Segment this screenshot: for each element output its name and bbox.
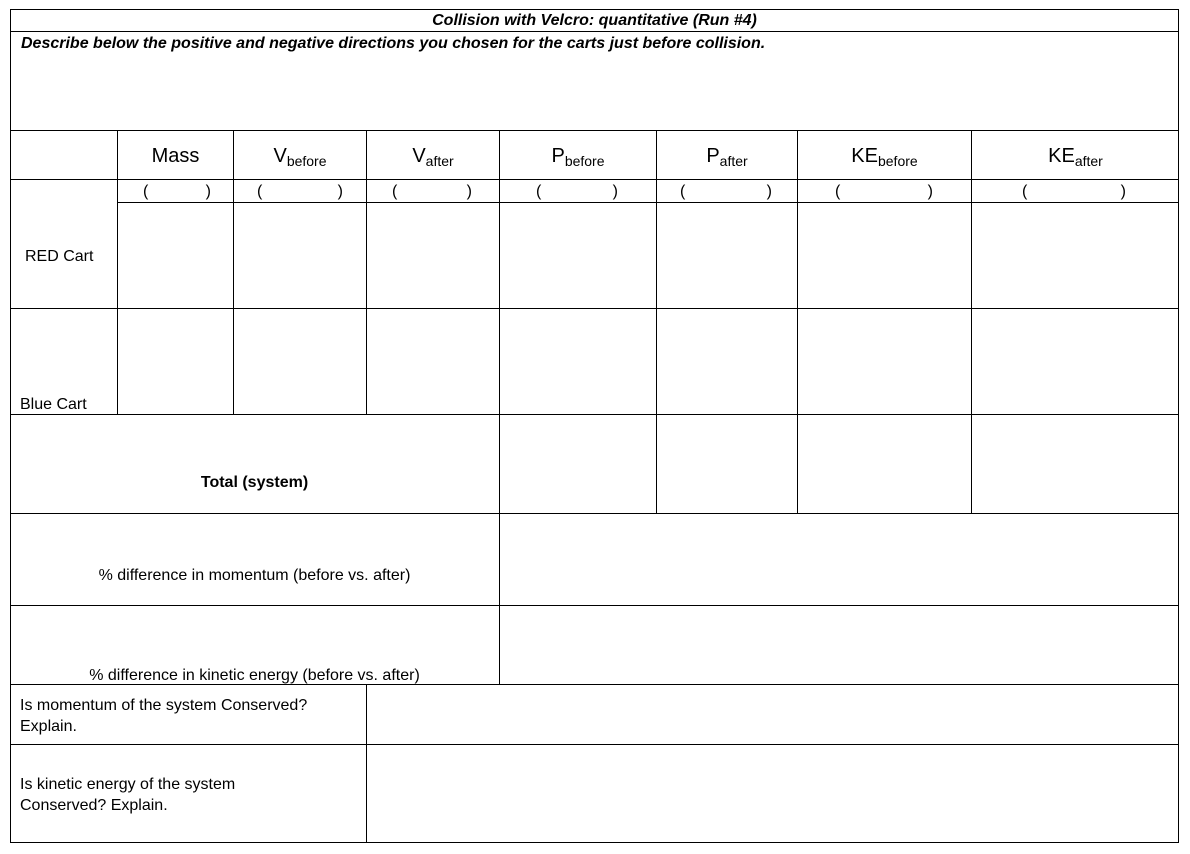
row-label-blue-cart: Blue Cart [20,396,87,413]
header-mass-label: Mass [151,145,200,167]
unit-mass[interactable] [143,183,211,201]
header-ke-after-sub: after [1074,153,1103,169]
header-p-before-sub: before [564,153,605,169]
unit-close: ) [927,183,933,200]
unit-open: ( [1022,183,1028,200]
question-ke-line1: Is kinetic energy of the system [20,776,236,793]
unit-close: ) [766,183,772,200]
header-p-after-base: P [706,145,720,167]
vline-pbefore [656,130,657,514]
unit-close: ) [1120,183,1126,200]
answer-momentum-conserved[interactable] [367,685,1178,744]
header-ke-before [798,145,971,167]
answer-momentum-diff[interactable] [500,514,1178,605]
vline-mass [233,130,234,414]
directions-prompt: Describe below the positive and negative directions you chosen for the carts just before collision. [21,35,766,52]
header-v-before [234,145,366,167]
line-below-units [117,202,1179,203]
question-ke-line2: Conserved? Explain. [20,797,168,814]
line-below-red [10,308,1179,309]
answer-ke-conserved[interactable] [367,745,1178,842]
row-label-total: Total (system) [200,474,309,491]
header-p-before [500,145,656,167]
worksheet-title: Collision with Velcro: quantitative (Run #4) [432,12,757,29]
unit-v-before[interactable] [257,183,343,201]
unit-close: ) [205,183,211,200]
header-p-after [657,145,797,167]
header-mass [118,145,233,167]
header-ke-after [972,145,1179,167]
header-v-after-sub: after [425,153,454,169]
row-label-momentum-diff: % difference in momentum (before vs. after) [98,567,411,584]
header-v-before-sub: before [286,153,327,169]
unit-p-after[interactable] [680,183,772,201]
header-p-after-sub: after [719,153,748,169]
unit-ke-after[interactable] [1022,183,1126,201]
line-below-blue [10,414,1179,415]
header-v-after [367,145,499,167]
line-below-title [10,31,1179,32]
unit-close: ) [337,183,343,200]
vline-kebefore [971,130,972,514]
question-momentum-line2: Explain. [20,718,77,735]
unit-ke-before[interactable] [835,183,933,201]
unit-v-after[interactable] [392,183,472,201]
header-v-before-base: V [273,145,287,167]
unit-close: ) [612,183,618,200]
header-ke-after-base: KE [1048,145,1075,167]
question-momentum-line1: Is momentum of the system Conserved? [20,697,308,714]
unit-open: ( [835,183,841,200]
unit-p-before[interactable] [536,183,618,201]
vline-pafter [797,130,798,514]
vline-vbefore [366,130,367,414]
unit-open: ( [143,183,149,200]
header-v-after-base: V [412,145,426,167]
row-label-red-cart: RED Cart [25,248,94,265]
unit-open: ( [536,183,542,200]
header-ke-before-sub: before [877,153,918,169]
unit-open: ( [392,183,398,200]
unit-close: ) [466,183,472,200]
answer-ke-diff[interactable] [500,606,1178,684]
header-ke-before-base: KE [851,145,878,167]
vline-label-col [117,130,118,414]
header-p-before-base: P [551,145,565,167]
unit-open: ( [680,183,686,200]
line-below-headers [10,179,1179,180]
directions-answer-area[interactable] [11,55,1178,129]
unit-open: ( [257,183,263,200]
line-below-directions [10,130,1179,131]
row-label-ke-diff: % difference in kinetic energy (before vs. after) [89,667,420,684]
